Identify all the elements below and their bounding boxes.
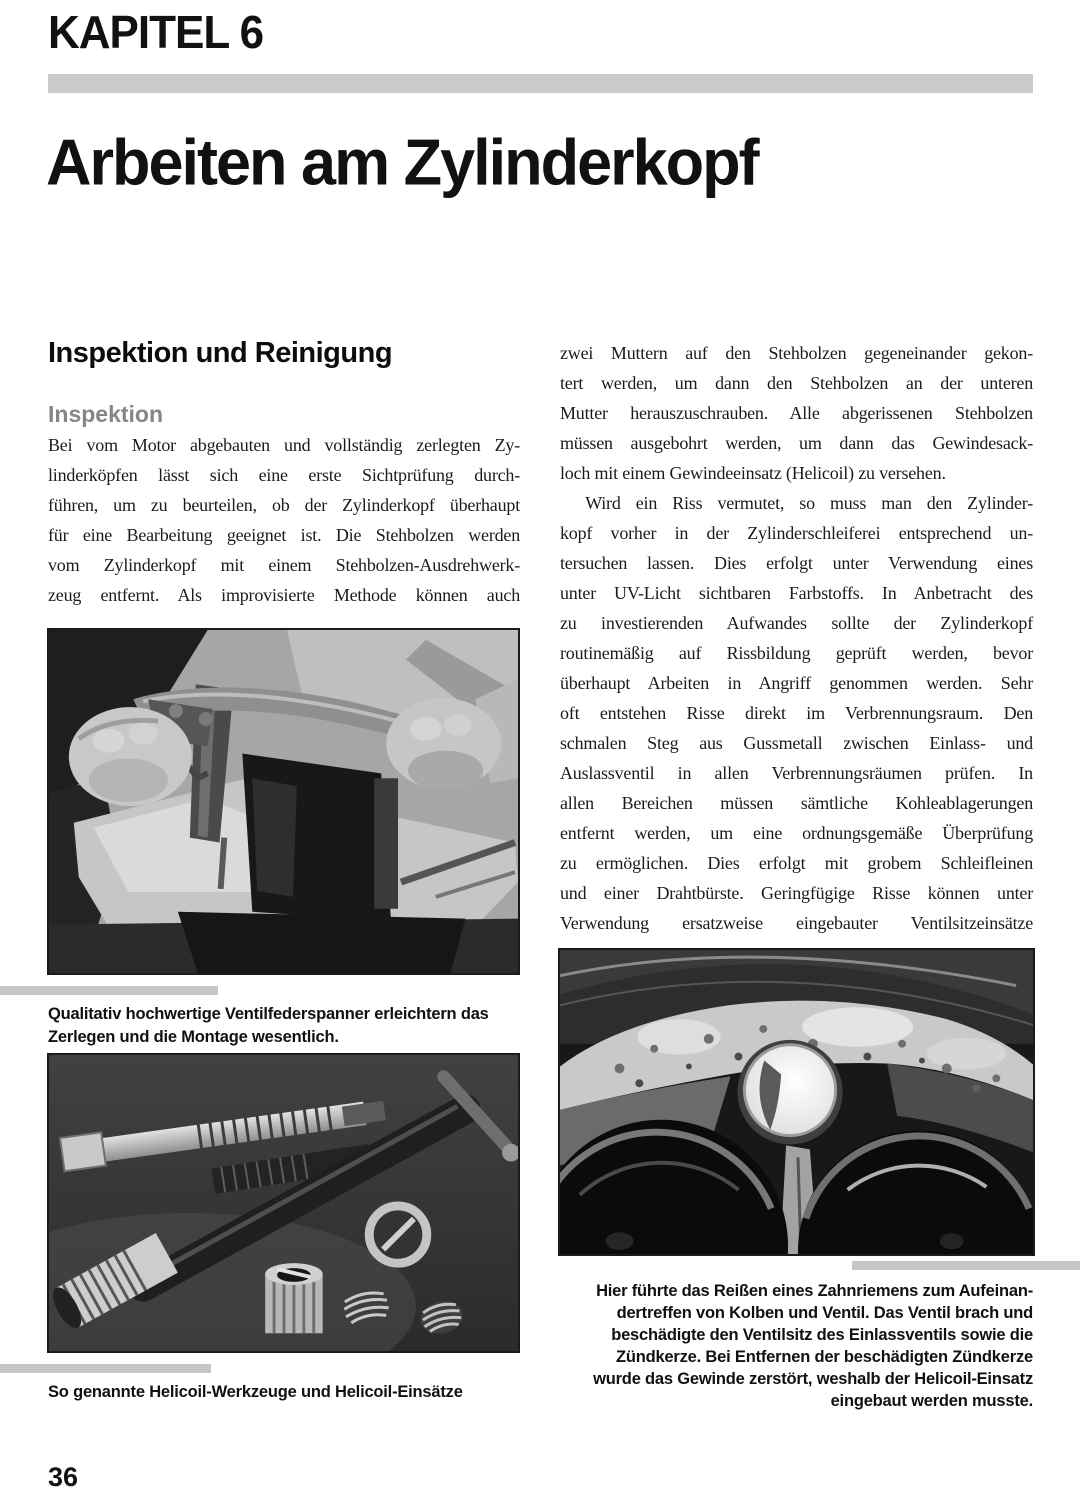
text-line: zeug entfernt. Als improvisierte Methode können auch xyxy=(48,585,520,605)
page-number: 36 xyxy=(48,1462,79,1492)
section-heading: Inspektion und Reinigung xyxy=(48,337,393,369)
text-line: vom Zylinderkopf mit einem Stehbolzen-Ausdrehwerk- xyxy=(48,555,520,575)
text-line: wurde das Gewinde zerstört, weshalb der Helicoil-Einsatz xyxy=(593,1370,1033,1388)
text-line: oft entstehen Risse direkt im Verbrennungsraum. Den xyxy=(560,703,1033,723)
text-line: Qualitativ hochwertige Ventilfederspanner erleichtern das xyxy=(48,1005,489,1023)
photo-caption-valve-spring-compressor xyxy=(48,1003,520,1049)
text-line: Zündkerze. Bei Entfernen der beschädigten Zündkerze xyxy=(615,1348,1033,1366)
text-line: zwei Muttern auf den Stehbolzen gegeneinander gekon- xyxy=(560,343,1033,363)
text-line: und einer Drahtbürste. Geringfügige Risse können unter xyxy=(560,883,1033,903)
photo-helicoil-tools-graphic xyxy=(49,1055,518,1351)
text-line: Wird ein Riss vermutet, so muss man den Zylinder- xyxy=(585,493,1033,513)
text-line: schmalen Steg aus Gussmetall zwischen Einlass- und xyxy=(560,733,1033,753)
body-paragraph-right xyxy=(560,338,1033,938)
photo-caption-helicoil-tools: So genannte Helicoil-Werkzeuge und Helicoil-Einsätze xyxy=(48,1383,463,1401)
text-line: Bei vom Motor abgebauten und vollständig zerlegten Zy- xyxy=(48,435,520,455)
text-line: unter UV-Licht sichtbaren Farbstoffs. In Anbetracht des xyxy=(560,583,1033,603)
caption-accent-bar xyxy=(0,1364,211,1373)
text-line: kopf vorher in der Zylinderschleiferei entsprechend un- xyxy=(560,523,1033,543)
chapter-kicker: KAPITEL 6 xyxy=(48,6,264,59)
text-line: Verwendung ersatzweise eingebauter Ventilsitzeinsätze xyxy=(560,913,1033,933)
text-line: linderköpfen lässt sich eine erste Sichtprüfung durch- xyxy=(48,465,520,485)
text-line: überhaupt Arbeiten in Angriff genommen werden. Sehr xyxy=(560,673,1033,693)
text-line: loch mit einem Gewindeeinsatz (Helicoil) zu versehen. xyxy=(560,463,946,483)
text-line: für eine Bearbeitung geeignet ist. Die Stehbolzen werden xyxy=(48,525,520,545)
text-line: zu investierenden Aufwandes sollte der Zylinderkopf xyxy=(560,613,1033,633)
caption-accent-bar xyxy=(0,986,218,995)
photo-valve-spring-compressor xyxy=(47,628,520,975)
photo-caption-combustion-chamber xyxy=(560,1280,1033,1412)
text-line: tersuchen lassen. Dies erfolgt unter Verwendung eines xyxy=(560,553,1033,573)
text-line: zu ermöglichen. Dies erfolgt mit grobem Schleifleinen xyxy=(560,853,1033,873)
photo-damaged-combustion-chamber xyxy=(558,948,1035,1256)
photo-valve-spring-compressor-graphic xyxy=(49,630,518,973)
photo-damaged-combustion-chamber-graphic xyxy=(560,950,1033,1254)
subsection-heading: Inspektion xyxy=(48,401,164,427)
text-line: eingebaut werden musste. xyxy=(830,1392,1033,1410)
text-line: führen, um zu beurteilen, ob der Zylinderkopf überhaupt xyxy=(48,495,520,515)
text-line: allen Bereichen müssen sämtliche Kohleablagerungen xyxy=(560,793,1033,813)
caption-accent-bar xyxy=(852,1261,1080,1270)
text-line: tert werden, um dann den Stehbolzen an der unteren xyxy=(560,373,1033,393)
text-line: beschädigte den Ventilsitz des Einlassventils sowie die xyxy=(611,1326,1033,1344)
text-line: Zerlegen und die Montage wesentlich. xyxy=(48,1028,339,1046)
photo-helicoil-tools xyxy=(47,1053,520,1353)
text-line: dertreffen von Kolben und Ventil. Das Ventil brach und xyxy=(616,1304,1033,1322)
text-line: entfernt werden, um eine ordnungsgemäße Überprüfung xyxy=(560,823,1033,843)
text-line: routinemäßig auf Rissbildung geprüft werden, bevor xyxy=(560,643,1033,663)
text-line: müssen ausgebohrt werden, um dann das Gewindesack- xyxy=(560,433,1033,453)
body-paragraph-left xyxy=(48,430,520,610)
chapter-rule-bar xyxy=(48,74,1033,93)
page-title: Arbeiten am Zylinderkopf xyxy=(46,126,758,200)
text-line: Auslassventil in allen Verbrennungsräumen prüfen. In xyxy=(560,763,1033,783)
text-line: Hier führte das Reißen eines Zahnriemens zum Aufeinan- xyxy=(596,1282,1033,1300)
text-line: Mutter herauszuschrauben. Alle abgerissenen Stehbolzen xyxy=(560,403,1033,423)
